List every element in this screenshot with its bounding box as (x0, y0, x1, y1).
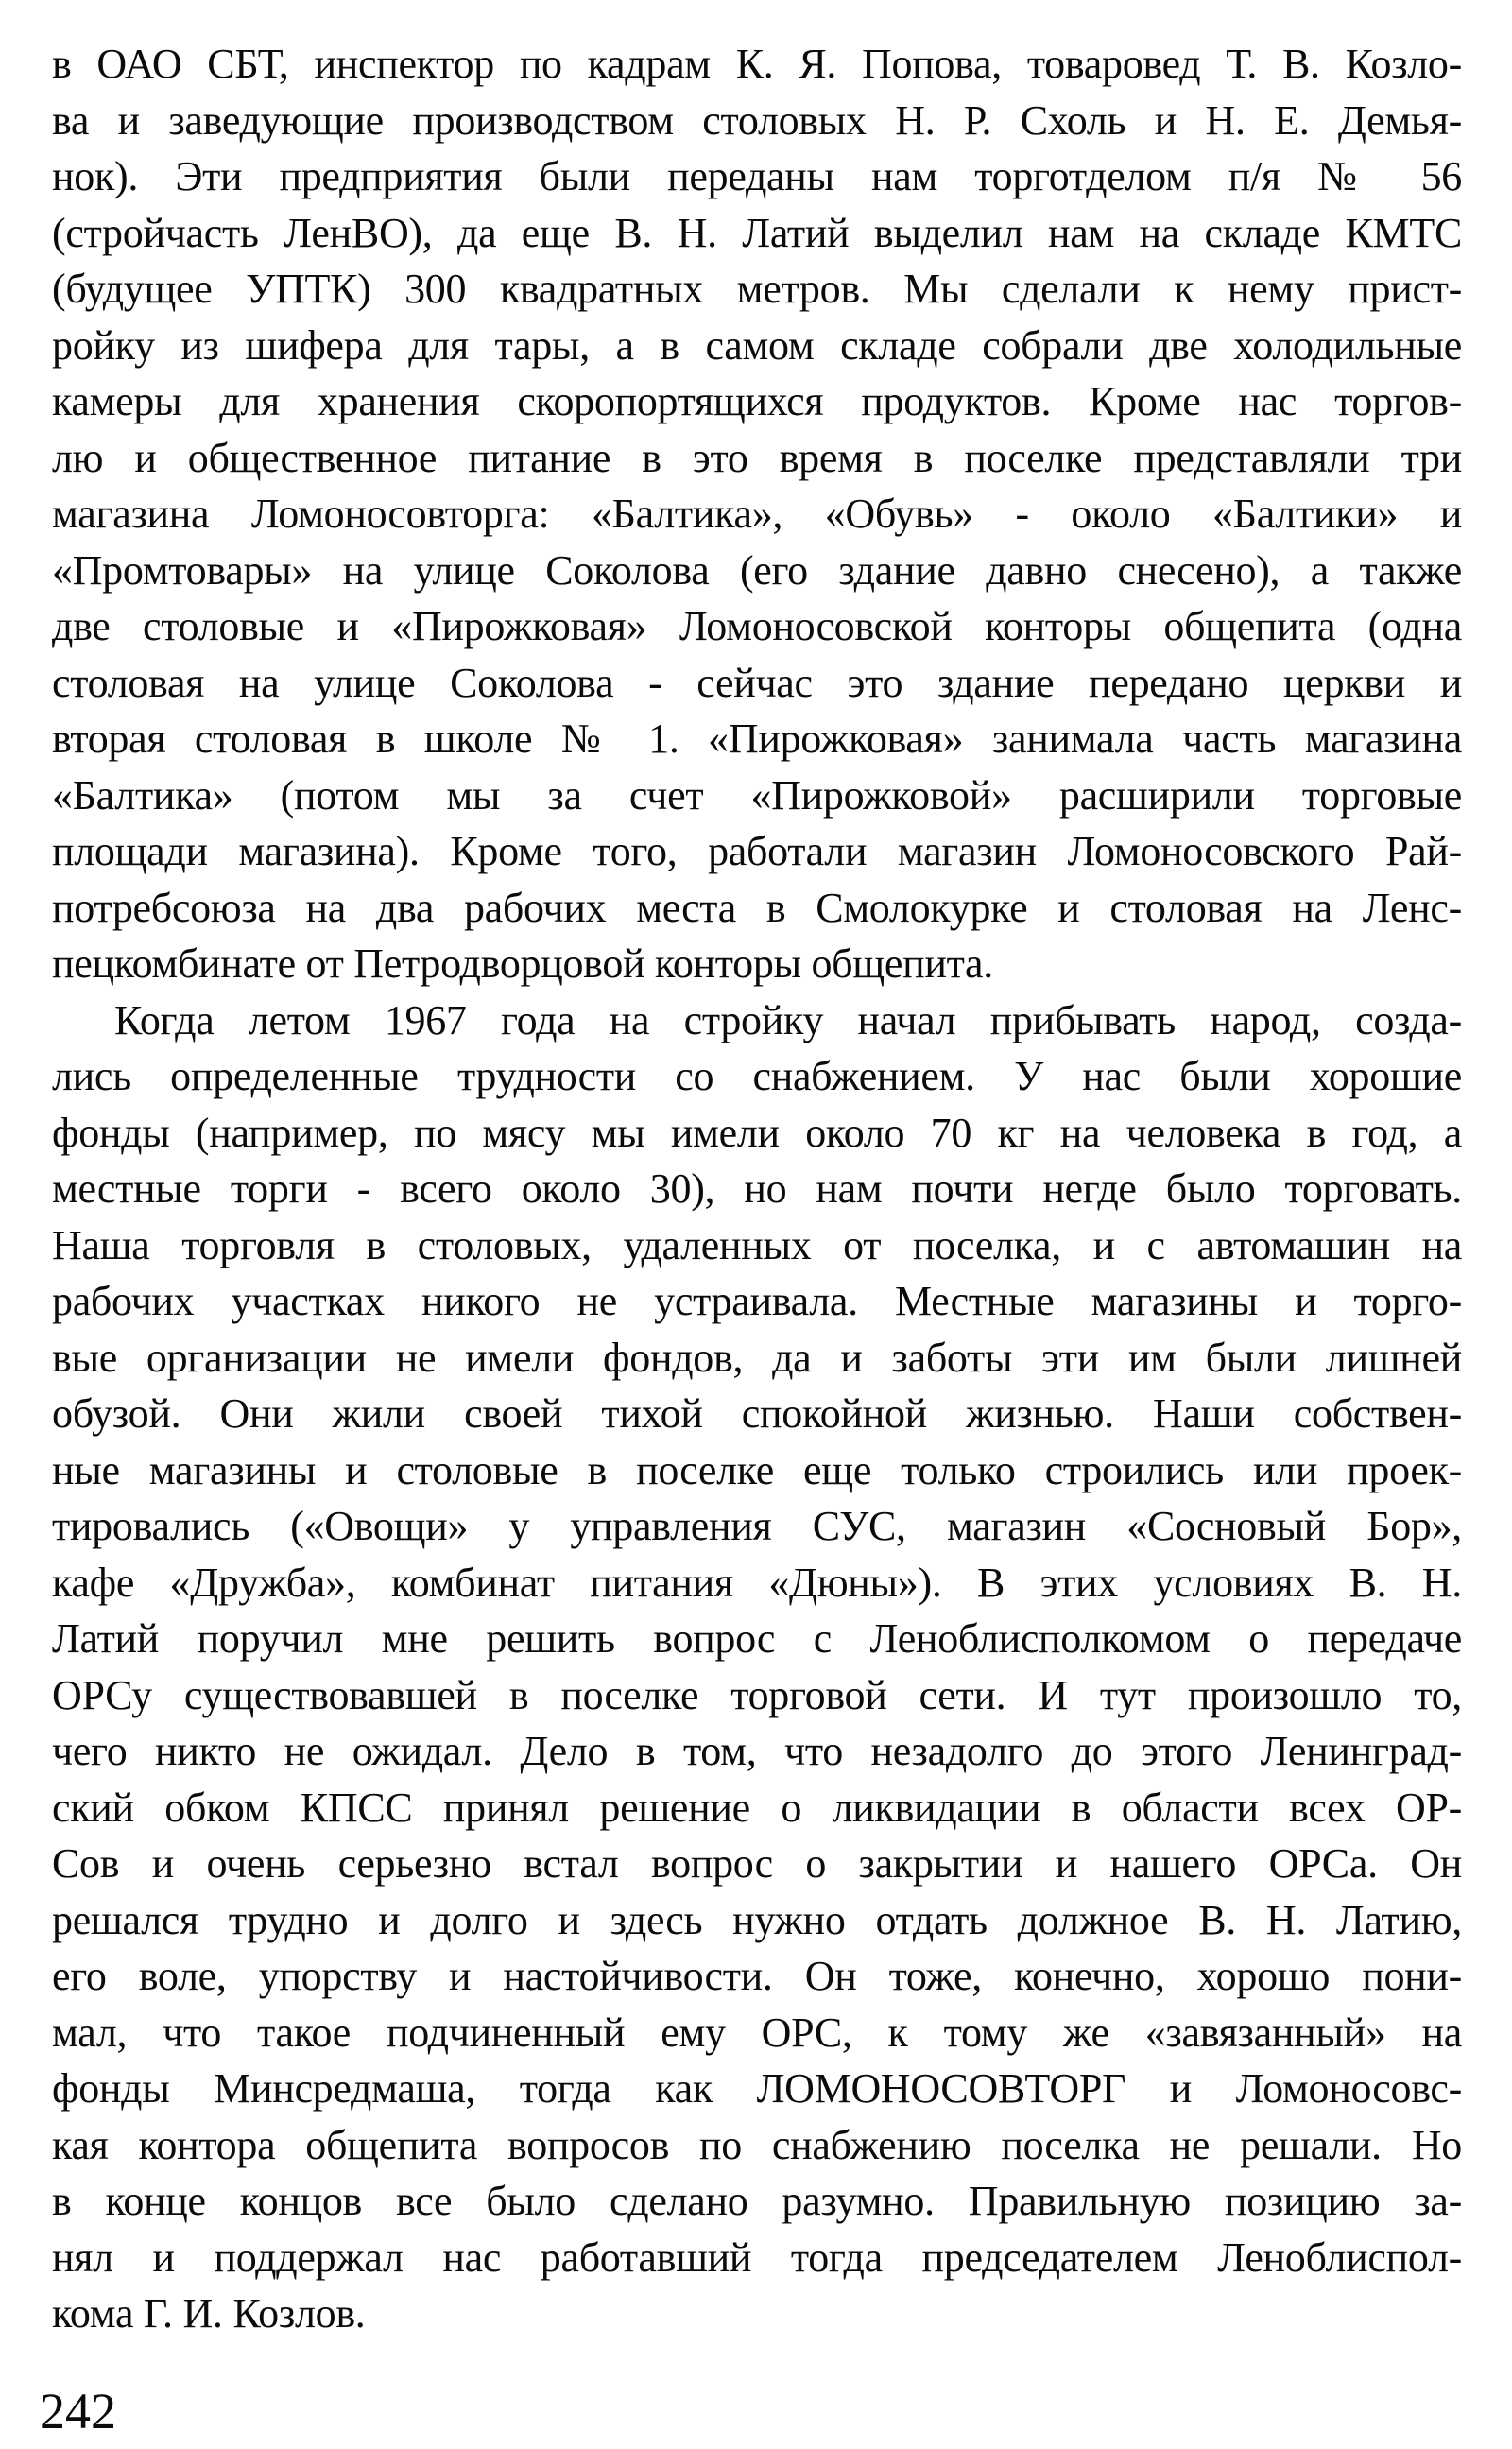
text-line: мал, что такое подчиненный ему ОРС, к тому же «завязанный» на (52, 2009, 1462, 2056)
text-line: кафе «Дружба», комбинат питания «Дюны»). В этих условиях В. Н. (52, 1559, 1462, 1606)
text-line: Сов и очень серьезно встал вопрос о закрытии и нашего ОРСа. Он (52, 1840, 1462, 1887)
text-line: площади магазина). Кроме того, работали магазин Ломоносовского Рай- (52, 828, 1462, 874)
text-line: в ОАО СБТ, инспектор по кадрам К. Я. Попова, товаровед Т. В. Козло- (52, 41, 1462, 87)
text-line: кома Г. И. Козлов. (52, 2290, 366, 2337)
text-line: потребсоюза на два рабочих места в Смолокурке и столовая на Ленс- (52, 884, 1462, 931)
text-line: (стройчасть ЛенВО), да еще В. Н. Латий выделил нам на складе КМТС (52, 209, 1462, 256)
text-line: ва и заведующие производством столовых Н. Р. Схоль и Н. Е. Демья- (52, 96, 1462, 144)
page-number: 242 (40, 2383, 116, 2440)
text-line: ройку из шифера для тары, а в самом складе собрали две холодильные (52, 321, 1462, 369)
text-line: рабочих участках никого не устраивала. Местные магазины и торго- (52, 1278, 1462, 1324)
text-line: две столовые и «Пирожковая» Ломоносовской конторы общепита (одна (52, 603, 1462, 649)
text-line: обузой. Они жили своей тихой спокойной жизнью. Наши собствен- (52, 1390, 1462, 1437)
text-line: фонды (например, по мясу мы имели около 70 кг на человека в год, а (52, 1109, 1462, 1156)
text-line: лю и общественное питание в это время в поселке представляли три (52, 434, 1462, 481)
text-line: Латий поручил мне решить вопрос с Леноблисполкомом о передаче (52, 1615, 1462, 1662)
text-line: нок). Эти предприятия были переданы нам торготделом п/я № 56 (52, 153, 1462, 199)
text-line: кая контора общепита вопросов по снабжению поселка не решали. Но (52, 2121, 1462, 2168)
text-line: (будущее УПТК) 300 квадратных метров. Мы сделали к нему прист- (52, 266, 1462, 312)
text-line: вторая столовая в школе № 1. «Пирожковая» занимала часть магазина (52, 716, 1462, 762)
text-line: местные торги - всего около 30), но нам почти негде было торговать. (52, 1165, 1462, 1212)
text-line: нял и поддержал нас работавший тогда председателем Леноблиспол- (52, 2233, 1462, 2281)
text-line: ский обком КПСС принял решение о ликвидации в области всех ОР- (52, 1784, 1462, 1831)
text-line: столовая на улице Соколова - сейчас это здание передано церкви и (52, 659, 1462, 706)
text-line: вые организации не имели фондов, да и заботы эти им были лишней (52, 1334, 1462, 1381)
text-line: Когда летом 1967 года на стройку начал прибывать народ, созда- (114, 996, 1462, 1043)
text-line: ные магазины и столовые в поселке еще только строились или проек- (52, 1446, 1462, 1493)
text-line: «Балтика» (потом мы за счет «Пирожковой» расширили торговые (52, 771, 1462, 819)
text-line: тировались («Овощи» у управления СУС, магазин «Сосновый Бор», (52, 1503, 1462, 1549)
text-line: чего никто не ожидал. Дело в том, что незадолго до этого Ленинград- (52, 1728, 1462, 1774)
text-line: его воле, упорству и настойчивости. Он тоже, конечно, хорошо пони- (52, 1953, 1462, 1999)
text-line: пецкомбинате от Петродворцовой конторы общепита. (52, 940, 993, 987)
page-text-block (52, 36, 1462, 2342)
text-line: решался трудно и долго и здесь нужно отдать должное В. Н. Латию, (52, 1896, 1462, 1943)
text-line: камеры для хранения скоропортящихся продуктов. Кроме нас торгов- (52, 378, 1462, 424)
text-line: в конце концов все было сделано разумно. Правильную позицию за- (52, 2178, 1462, 2224)
text-line: магазина Ломоносовторга: «Балтика», «Обувь» - около «Балтики» и (52, 491, 1462, 537)
text-line: Наша торговля в столовых, удаленных от поселка, и с автомашин на (52, 1221, 1462, 1268)
text-line: лись определенные трудности со снабжением. У нас были хорошие (52, 1053, 1462, 1099)
text-line: фонды Минсредмаша, тогда как ЛОМОНОСОВТОРГ и Ломоносовс- (52, 2065, 1462, 2112)
text-line: «Промтовары» на улице Соколова (его здание давно снесено), а также (52, 546, 1462, 594)
text-line: ОРСу существовавшей в поселке торговой сети. И тут произошло то, (52, 1671, 1462, 1718)
